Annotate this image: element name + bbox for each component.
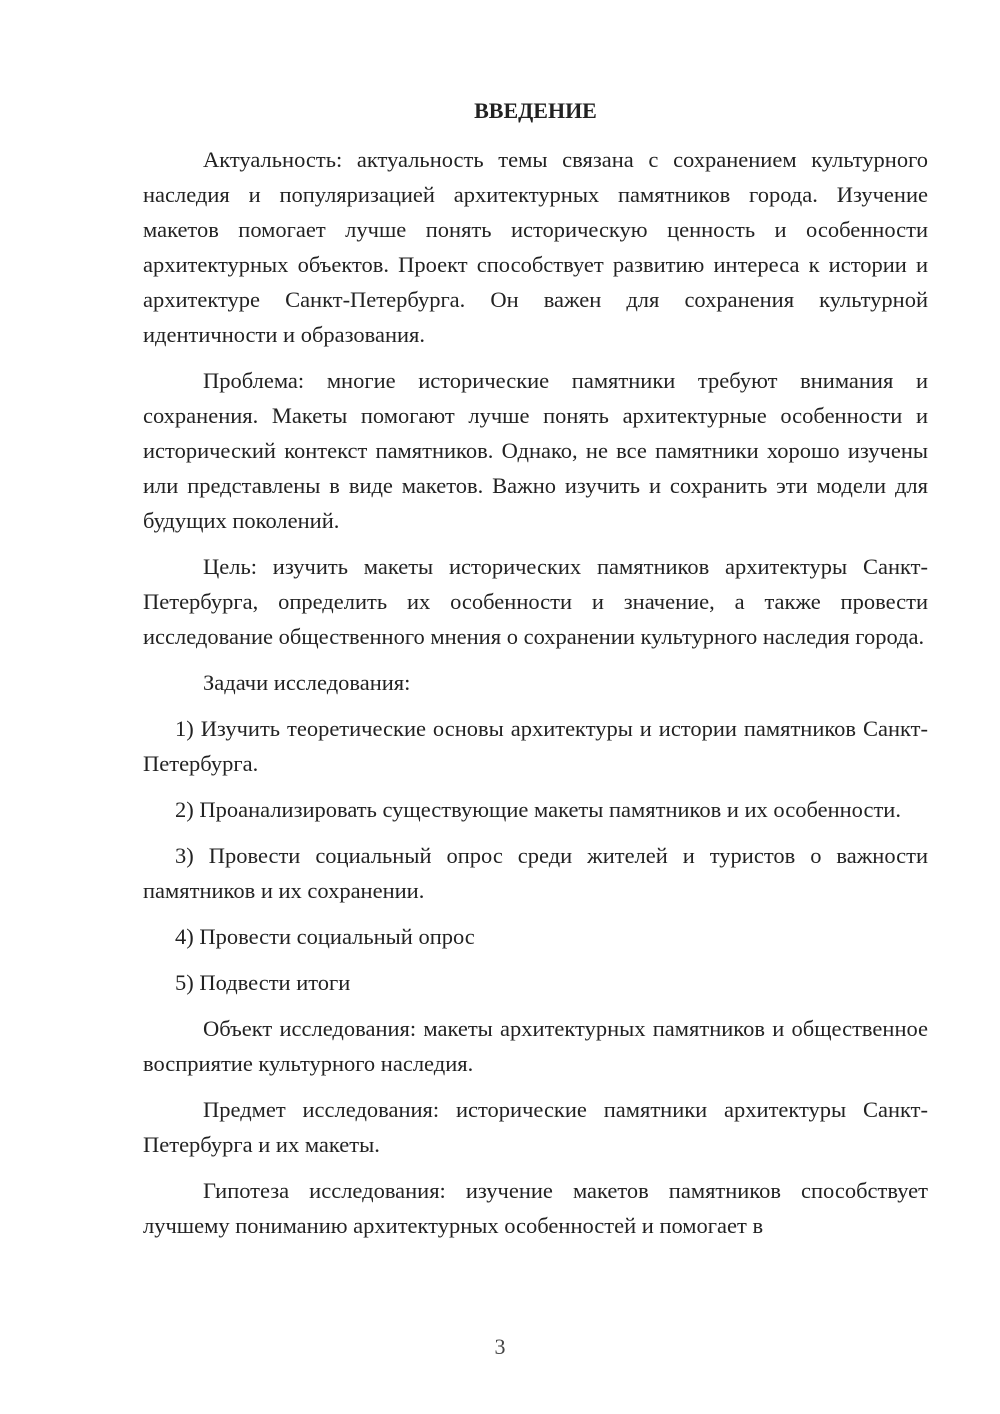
paragraph-object: Объект исследования: макеты архитектурных памятников и общественное восприятие культурного наследия. [143,1016,928,1076]
paragraph-problem: Проблема: многие исторические памятники требуют внимания и сохранения. Макеты помогают лучше понять архитектурные особенности и исторический контекст памятников. Однако, не все памятники хорошо изучены или представлены в виде макетов. Важно изучить и сохранить эти модели для будущих поколений. [143,368,928,533]
paragraph-subject: Предмет исследования: исторические памятники архитектуры Санкт-Петербурга и их макеты. [143,1097,928,1157]
task-item-3: 3) Провести социальный опрос среди жителей и туристов о важности памятников и их сохранении. [143,843,928,903]
task-item-2: 2) Проанализировать существующие макеты памятников и их особенности. [175,797,901,822]
page-number: 3 [494,1334,506,1359]
section-title: ВВЕДЕНИЕ [474,98,597,123]
task-item-1: 1) Изучить теоретические основы архитектуры и истории памятников Санкт-Петербурга. [143,716,928,776]
task-item-5: 5) Подвести итоги [175,970,351,995]
paragraph-goal: Цель: изучить макеты исторических памятников архитектуры Санкт-Петербурга, определить их особенности и значение, а также провести исследование общественного мнения о сохранении культурного наследия города. [143,554,928,649]
page-content [143,96,928,1254]
paragraph-hypothesis: Гипотеза исследования: изучение макетов памятников способствует лучшему пониманию архитектурных особенностей и помогает в [143,1178,928,1238]
paragraph-tasks-heading: Задачи исследования: [203,670,411,695]
paragraph-relevance: Актуальность: актуальность темы связана с сохранением культурного наследия и популяризацией архитектурных памятников города. Изучение макетов помогает лучше понять историческую ценность и особенности архитектурных объектов. Проект способствует развитию интереса к истории и архитектуре Санкт-Петербурга. Он важен для сохранения культурной идентичности и образования. [143,147,928,347]
task-item-4: 4) Провести социальный опрос [175,924,475,949]
